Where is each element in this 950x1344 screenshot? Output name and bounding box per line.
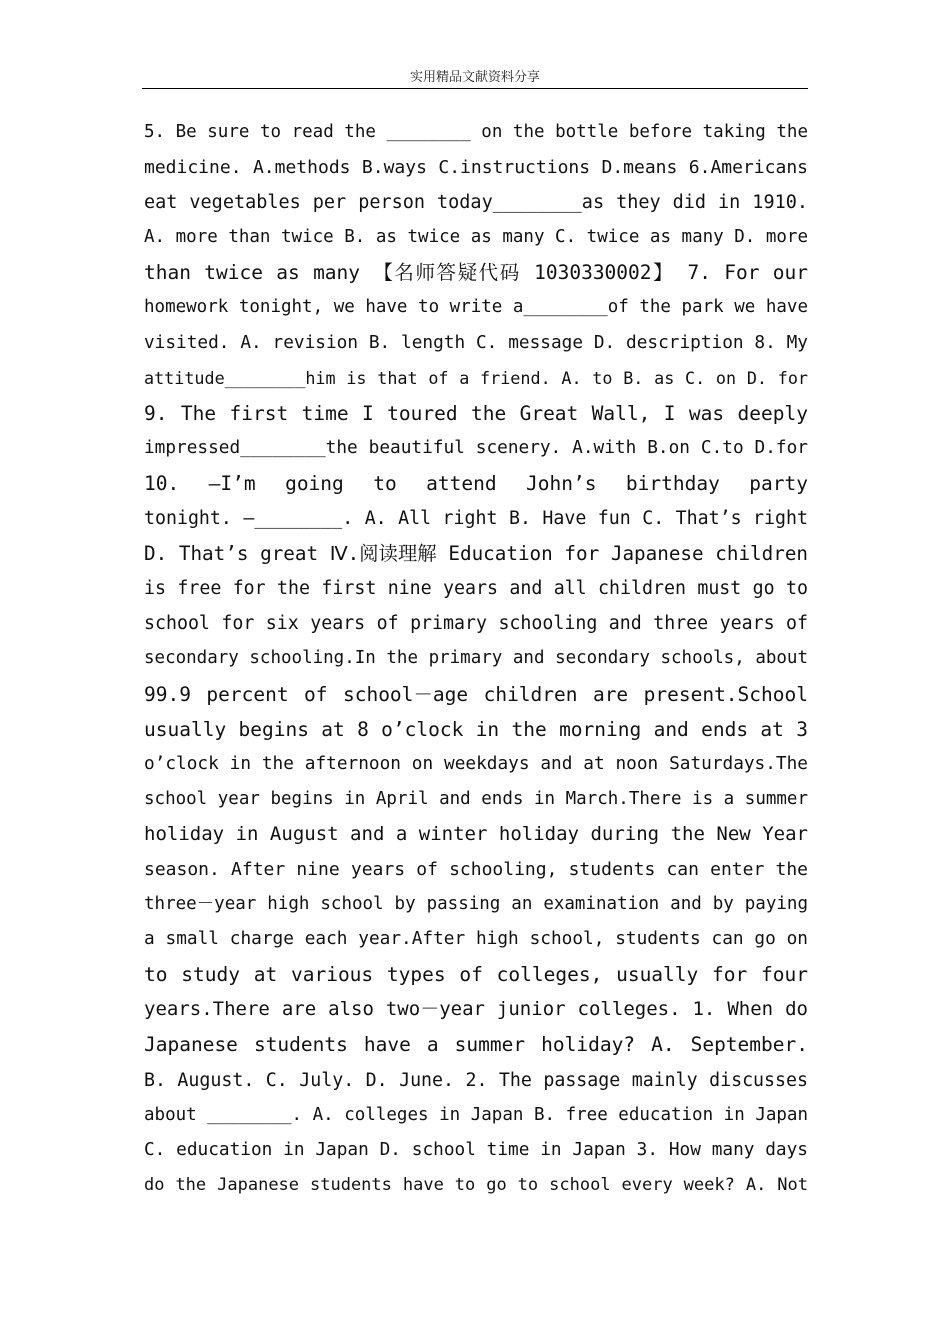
page-header-title: 实用精品文献资料分享: [409, 70, 540, 85]
text-line: is free for the first nine years and all children must go to: [144, 578, 808, 600]
text-line: 99.9 percent of school－age children are present.School: [144, 682, 808, 706]
text-line: to study at various types of colleges, usually for four: [144, 963, 808, 987]
text-line: school year begins in April and ends in March.There is a summer: [144, 788, 808, 809]
text-line: 9. The first time I toured the Great Wall, I was deeply: [144, 401, 808, 425]
text-line: Japanese students have a summer holiday? A. September.: [144, 1033, 808, 1057]
text-line: school for six years of primary schooling and three years of: [144, 613, 808, 635]
text-line: secondary schooling.In the primary and secondary schools, about: [144, 648, 808, 669]
text-line: than twice as many 【名师答疑代码 1030330002】 7. For our: [144, 261, 808, 285]
text-line: about ________. A. colleges in Japan B. free education in Japan: [144, 1104, 808, 1125]
text-line: homework tonight, we have to write a________of the park we have: [144, 297, 808, 318]
text-line: A. more than twice B. as twice as many C. twice as many D. more: [144, 227, 808, 248]
text-line: season. After nine years of schooling, students can enter the: [144, 858, 808, 880]
text-line: eat vegetables per person today________as they did in 1910.: [144, 192, 808, 214]
header-divider: [142, 88, 808, 89]
text-line: years.There are also two－year junior colleges. 1. When do: [144, 998, 808, 1021]
text-line: do the Japanese students have to go to school every week? A. Not: [144, 1174, 808, 1195]
text-line: 10. —I’m going to attend John’s birthday party: [144, 471, 808, 495]
body-text: [144, 115, 808, 1203]
text-line: o’clock in the afternoon on weekdays and at noon Saturdays.The: [144, 753, 808, 774]
text-line: C. education in Japan D. school time in Japan 3. How many days: [144, 1139, 808, 1160]
text-line: B. August. C. July. D. June. 2. The passage mainly discusses: [144, 1069, 808, 1091]
text-line: usually begins at 8 o’clock in the morning and ends at 3: [144, 717, 808, 741]
text-line: attitude________him is that of a friend. A. to B. as C. on D. for: [144, 367, 808, 388]
text-line: medicine. A.methods B.ways C.instructions D.means 6.Americans: [144, 157, 808, 179]
text-line: three－year high school by passing an examination and by paying: [144, 894, 808, 915]
text-line: tonight. —________. A. All right B. Have fun C. That’s right: [144, 508, 808, 530]
text-line: visited. A. revision B. length C. message D. description 8. My: [144, 332, 808, 353]
text-line: D. That’s great Ⅳ.阅读理解 Education for Japanese children: [144, 542, 808, 566]
text-line: impressed________the beautiful scenery. A.with B.on C.to D.for: [144, 437, 808, 458]
text-line: holiday in August and a winter holiday during the New Year: [144, 822, 808, 845]
text-line: 5. Be sure to read the ________ on the bottle before taking the: [144, 122, 808, 142]
text-line: a small charge each year.After high school, students can go on: [144, 929, 808, 950]
